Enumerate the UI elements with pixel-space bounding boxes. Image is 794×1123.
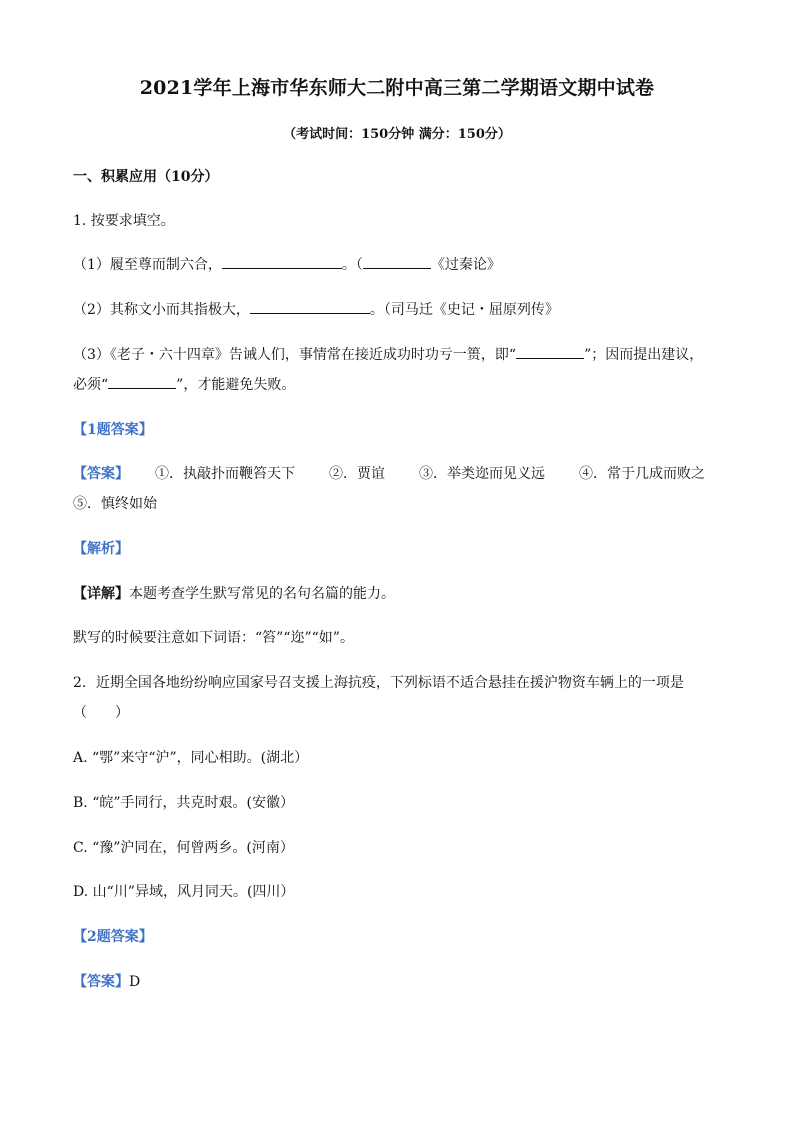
q1-part3-text-b: ”；因而提出建议， xyxy=(584,347,704,363)
q1-part3-text-d: ”，才能避免失败。 xyxy=(176,377,296,393)
exam-info: （考试时间：150分钟 满分：150分） xyxy=(283,127,511,142)
answer-blank[interactable] xyxy=(250,299,370,314)
answer-label: 【答案】 xyxy=(73,466,129,482)
q1-answer-line xyxy=(73,463,733,485)
q2-answer-header: 【2题答案】 xyxy=(73,929,153,945)
detail-text: 本题考查学生默写常见的名句名篇的能力。 xyxy=(129,586,395,602)
section-heading: 一、积累应用（10分） xyxy=(73,169,219,185)
q1-part3-text-c: 必须“ xyxy=(73,377,109,393)
q1-part3-line1 xyxy=(73,344,733,366)
q1-answer-header: 【1题答案】 xyxy=(73,422,153,438)
answer-item: ②．贾谊 xyxy=(329,466,385,482)
q1-part3-text-a: （3）《老子・六十四章》告诫人们，事情常在接近成功时功亏一篑，即“ xyxy=(73,347,517,363)
q1-part1-text-a: （1）履至尊而制六合， xyxy=(73,257,222,273)
q1-part1 xyxy=(73,254,733,276)
q1-prompt: 1. 按要求填空。 xyxy=(73,213,175,229)
q1-detail xyxy=(73,583,733,605)
q2-prompt-bracket: （ ） xyxy=(73,705,129,721)
q2-option-c[interactable]: C. “豫”沪同在，何曾两乡。(河南） xyxy=(73,840,294,856)
q1-part1-text-b: 。（ xyxy=(341,257,363,273)
q1-part1-text-c: 《过秦论》 xyxy=(430,257,501,273)
q1-part2-text-b: 。（司马迁《史记・屈原列传》 xyxy=(369,302,559,318)
q2-prompt: 2．近期全国各地纷纷响应国家号召支援上海抗疫，下列标语不适合悬挂在援沪物资车辆上的一项是 xyxy=(73,675,684,691)
q1-part2 xyxy=(73,299,733,321)
page-title: 2021学年上海市华东师大二附中高三第二学期语文期中试卷 xyxy=(139,77,655,99)
answer-blank[interactable] xyxy=(516,344,584,359)
q2-answer-line xyxy=(73,971,733,993)
q2-option-b[interactable]: B. “皖”手同行，共克时艰。(安徽） xyxy=(73,795,294,811)
answer-blank[interactable] xyxy=(108,374,176,389)
q1-part3-line2 xyxy=(73,374,733,396)
answer-blank[interactable] xyxy=(222,254,342,269)
answer-blank[interactable] xyxy=(363,254,431,269)
answer-item: ①．执敲扑而鞭笞天下 xyxy=(155,466,295,482)
q1-answer-line2 xyxy=(73,493,733,515)
answer-item: ⑤．慎终如始 xyxy=(73,496,157,512)
answer-label: 【答案】 xyxy=(73,974,129,990)
detail-label: 【详解】 xyxy=(73,586,129,602)
answer-item: ③．举类迩而见义远 xyxy=(419,466,545,482)
answer-value: D xyxy=(129,974,141,990)
q1-note: 默写的时候要注意如下词语：“笞”“迩”“如”。 xyxy=(73,630,354,646)
q1-part2-text-a: （2）其称文小而其指极大， xyxy=(73,302,250,318)
q1-analysis-label: 【解析】 xyxy=(73,541,129,557)
answer-item: ④．常于几成而败之 xyxy=(579,466,705,482)
q2-option-a[interactable]: A. “鄂”来守“沪”，同心相助。(湖北） xyxy=(73,750,309,766)
q2-option-d[interactable]: D. 山“川”异域，风月同天。(四川） xyxy=(73,884,295,900)
